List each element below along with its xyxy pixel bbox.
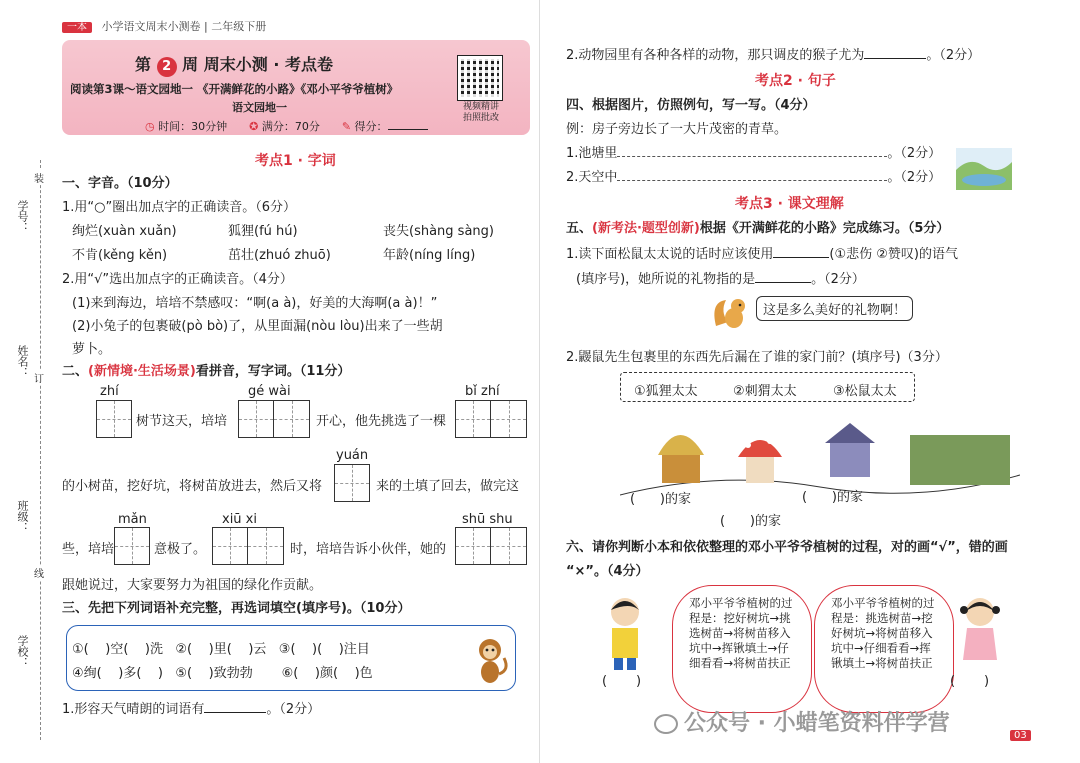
exam-meta [145,118,428,134]
write-box-man[interactable] [114,527,150,565]
q2-text2: 开心，他先挑选了一棵 [316,414,447,429]
word-box [66,625,516,691]
clock-icon: ◷ [145,120,155,133]
binding-line [40,160,41,740]
full-score-label: ✪ 满分：70分 [249,120,320,133]
wechat-icon [654,714,678,734]
q4-item-1: 1.池塘里 。（2分） [566,146,942,161]
answer-blank-r-q2[interactable] [864,58,926,59]
girl-illustration [955,592,1005,672]
name-field-label: 姓名： [16,345,29,378]
pinyin-item-2[interactable]: 狐狸(fú hú) [228,224,298,239]
scope-line-1: 阅读第3课～语文园地一 《开满鲜花的小路》《邓小平爷爷植树》 [70,82,399,96]
right-page [540,0,1080,763]
q2-text5: 些，培培 [62,542,115,557]
judge-paren-right[interactable]: ( ) [950,674,990,689]
r-q2-line: 2.动物园里有各种各样的动物，那只调皮的猴子尤为 。（2分） [566,48,981,63]
q1-title: 一、字音。（10分） [62,176,178,191]
q4-title: 四、根据图片，仿照例句，写一写。（4分） [566,98,816,113]
answer-blank-q5-1a[interactable] [773,257,829,258]
q5-title: 五、(新考法·题型创新)根据《开满鲜花的小路》完成练习。（5分） [566,221,950,236]
q1-sub1: 1.用“○”圈出加点字的正确读音。（6分） [62,200,296,215]
series-title: 小学语文周末小测卷 | 二年级下册 [101,20,267,33]
pinyin-item-4[interactable]: 不肯(kěng kěn) [72,248,168,263]
pinyin-item-5[interactable]: 茁壮(zhuó zhuō) [228,248,331,263]
write-box-zhi[interactable] [96,400,132,438]
week-number-badge: 2 [157,57,177,77]
week-suffix: 周 周末小测 · 考点卷 [182,55,333,74]
school-field-label: 学校： [16,635,29,668]
time-label: ◷ 时间：30分钟 [145,120,228,133]
section-title-2: 考点2 · 句子 [755,73,836,89]
house-label-1[interactable]: ( )的家 [630,492,691,507]
q2-text4: 来的土填了回去，做完这 [376,479,520,494]
boy-illustration [600,592,650,672]
week-prefix: 第 [135,55,152,74]
class-field-label: 班级： [16,500,29,533]
thought-bubble-left: 邓小平爷爷植树的过程是：挖好树坑→挑选树苗→将树苗移入坑中→挥锹填土→仔细看看→将树苗扶正 [672,585,812,713]
answer-blank-q3-1[interactable] [204,712,266,713]
q4-item-2: 2.天空中 。（2分） [566,170,942,185]
series-header [62,18,266,34]
pinyin-item-3[interactable]: 丧失(shàng sàng) [383,224,494,239]
q5-2: 2.鼹鼠先生包裹里的东西先后漏在了谁的家门前？(填序号)（3分） [566,350,948,365]
write-box-bizhi[interactable] [455,400,527,438]
pinyin-gewai: gé wài [248,384,291,399]
option-3: ③松鼠太太 [833,384,897,399]
judge-paren-left[interactable]: ( ) [602,674,642,689]
answer-line-q4-2[interactable] [617,180,887,181]
binding-char-3: 线 [34,565,44,580]
house-label-3[interactable]: ( )的家 [802,490,863,505]
option-2: ②刺猬太太 [733,384,797,399]
monkey-illustration [470,636,510,688]
q5-1-line1: 1.读下面松鼠太太说的话时应该使用 (①悲伤 ②赞叹)的语气 [566,247,958,262]
series-tag: 一本 [62,22,92,33]
word-row-1[interactable]: ①( )空( )洗 ②( )里( )云 ③( )( )注目 [72,642,370,657]
q2-text3: 的小树苗，挖好坑，将树苗放进去，然后又将 [62,479,323,494]
write-box-xiuxi[interactable] [212,527,284,565]
write-box-gewai[interactable] [238,400,310,438]
option-1: ①狐狸太太 [634,384,698,399]
pencil-icon: ✎ [341,120,352,133]
section-title-1: 考点1 · 字词 [255,153,336,169]
pinyin-man: mǎn [118,512,147,527]
pinyin-item-6[interactable]: 年龄(níng líng) [383,248,476,263]
q1-line1[interactable]: (1)来到海边，培培不禁感叹：“啊(a à)，好美的大海啊(a à)！” [72,296,438,311]
pinyin-item-1[interactable]: 绚烂(xuàn xuǎn) [72,224,177,239]
answer-line-q4-1[interactable] [617,156,887,157]
watermark-text: 公众号 · 小蜡笔资料伴学营 [654,706,950,737]
q2-text6: 意极了。 [154,542,207,557]
q6-line2: “×”。（4分） [566,564,649,579]
number-field-label: 学号： [16,200,29,233]
house-label-2[interactable]: ( )的家 [720,514,781,529]
banner-title [135,52,333,77]
q5-tag: (新考法·题型创新) [592,221,700,236]
q5-1-line2: (填序号)，她所说的礼物指的是 。（2分） [576,272,865,287]
binding-char-2: 订 [34,370,44,385]
word-row-2[interactable]: ④绚( )多( ) ⑤( )致勃勃 ⑥( )颜( )色 [72,666,373,681]
pinyin-yuan: yuán [336,448,369,463]
q1-line3: 萝卜。 [72,342,112,357]
answer-blank-q5-1b[interactable] [755,282,811,283]
medal-icon: ✪ [249,120,259,133]
q2-text8: 跟她说过，大家要努力为祖国的绿化作贡献。 [62,578,323,593]
write-box-shushu[interactable] [455,527,527,565]
section-title-3: 考点3 · 课文理解 [735,196,844,212]
scope-line-2: 语文园地一 [232,101,287,114]
score-field[interactable]: ✎ 得分： [342,118,428,134]
q6-line1: 六、请你判断小本和依依整理的邓小平爷爷植树的过程，对的画“√”，错的画 [566,540,1008,555]
q3-title: 三、先把下列词语补充完整，再选词填空(填序号)。（10分） [62,601,411,616]
write-box-yuan[interactable] [334,464,370,502]
pinyin-shushu: shū shu [462,512,513,527]
page-number: 03 [1010,730,1031,741]
q1-sub2: 2.用“√”选出加点字的正确读音。（4分） [62,272,293,287]
squirrel-illustration [710,292,750,332]
q1-line2[interactable]: (2)小兔子的包裹破(pò bò)了，从里面漏(nòu lòu)出来了一些胡 [72,319,443,334]
pinyin-zhi: zhí [100,384,119,399]
pond-illustration [956,148,1012,190]
pinyin-bizhi: bǐ zhí [465,384,500,399]
q3-sub1: 1.形容天气晴朗的词语有 。（2分） [62,702,321,717]
qr-caption: 视频精讲 拍照批改 [462,102,499,123]
thought-bubble-right: 邓小平爷爷植树的过程是：挑选树苗→挖好树坑→将树苗移入坑中→仔细看看→挥锹填土→将树苗扶正 [814,585,954,713]
squirrel-speech-bubble: 这是多么美好的礼物啊！ [756,296,913,321]
q2-title: 二、(新情境·生活场景)看拼音，写字词。（11分） [62,364,351,379]
q2-text1: 树节这天，培培 [136,414,228,429]
q4-example: 例：房子旁边长了一大片茂密的青草。 [566,122,788,137]
q2-text7: 时，培培告诉小伙伴，她的 [290,542,447,557]
q2-tag: (新情境·生活场景) [88,364,196,379]
pinyin-xiuxi: xiū xi [222,512,257,527]
binding-char-1: 装 [34,170,44,185]
qr-code[interactable] [458,56,502,100]
